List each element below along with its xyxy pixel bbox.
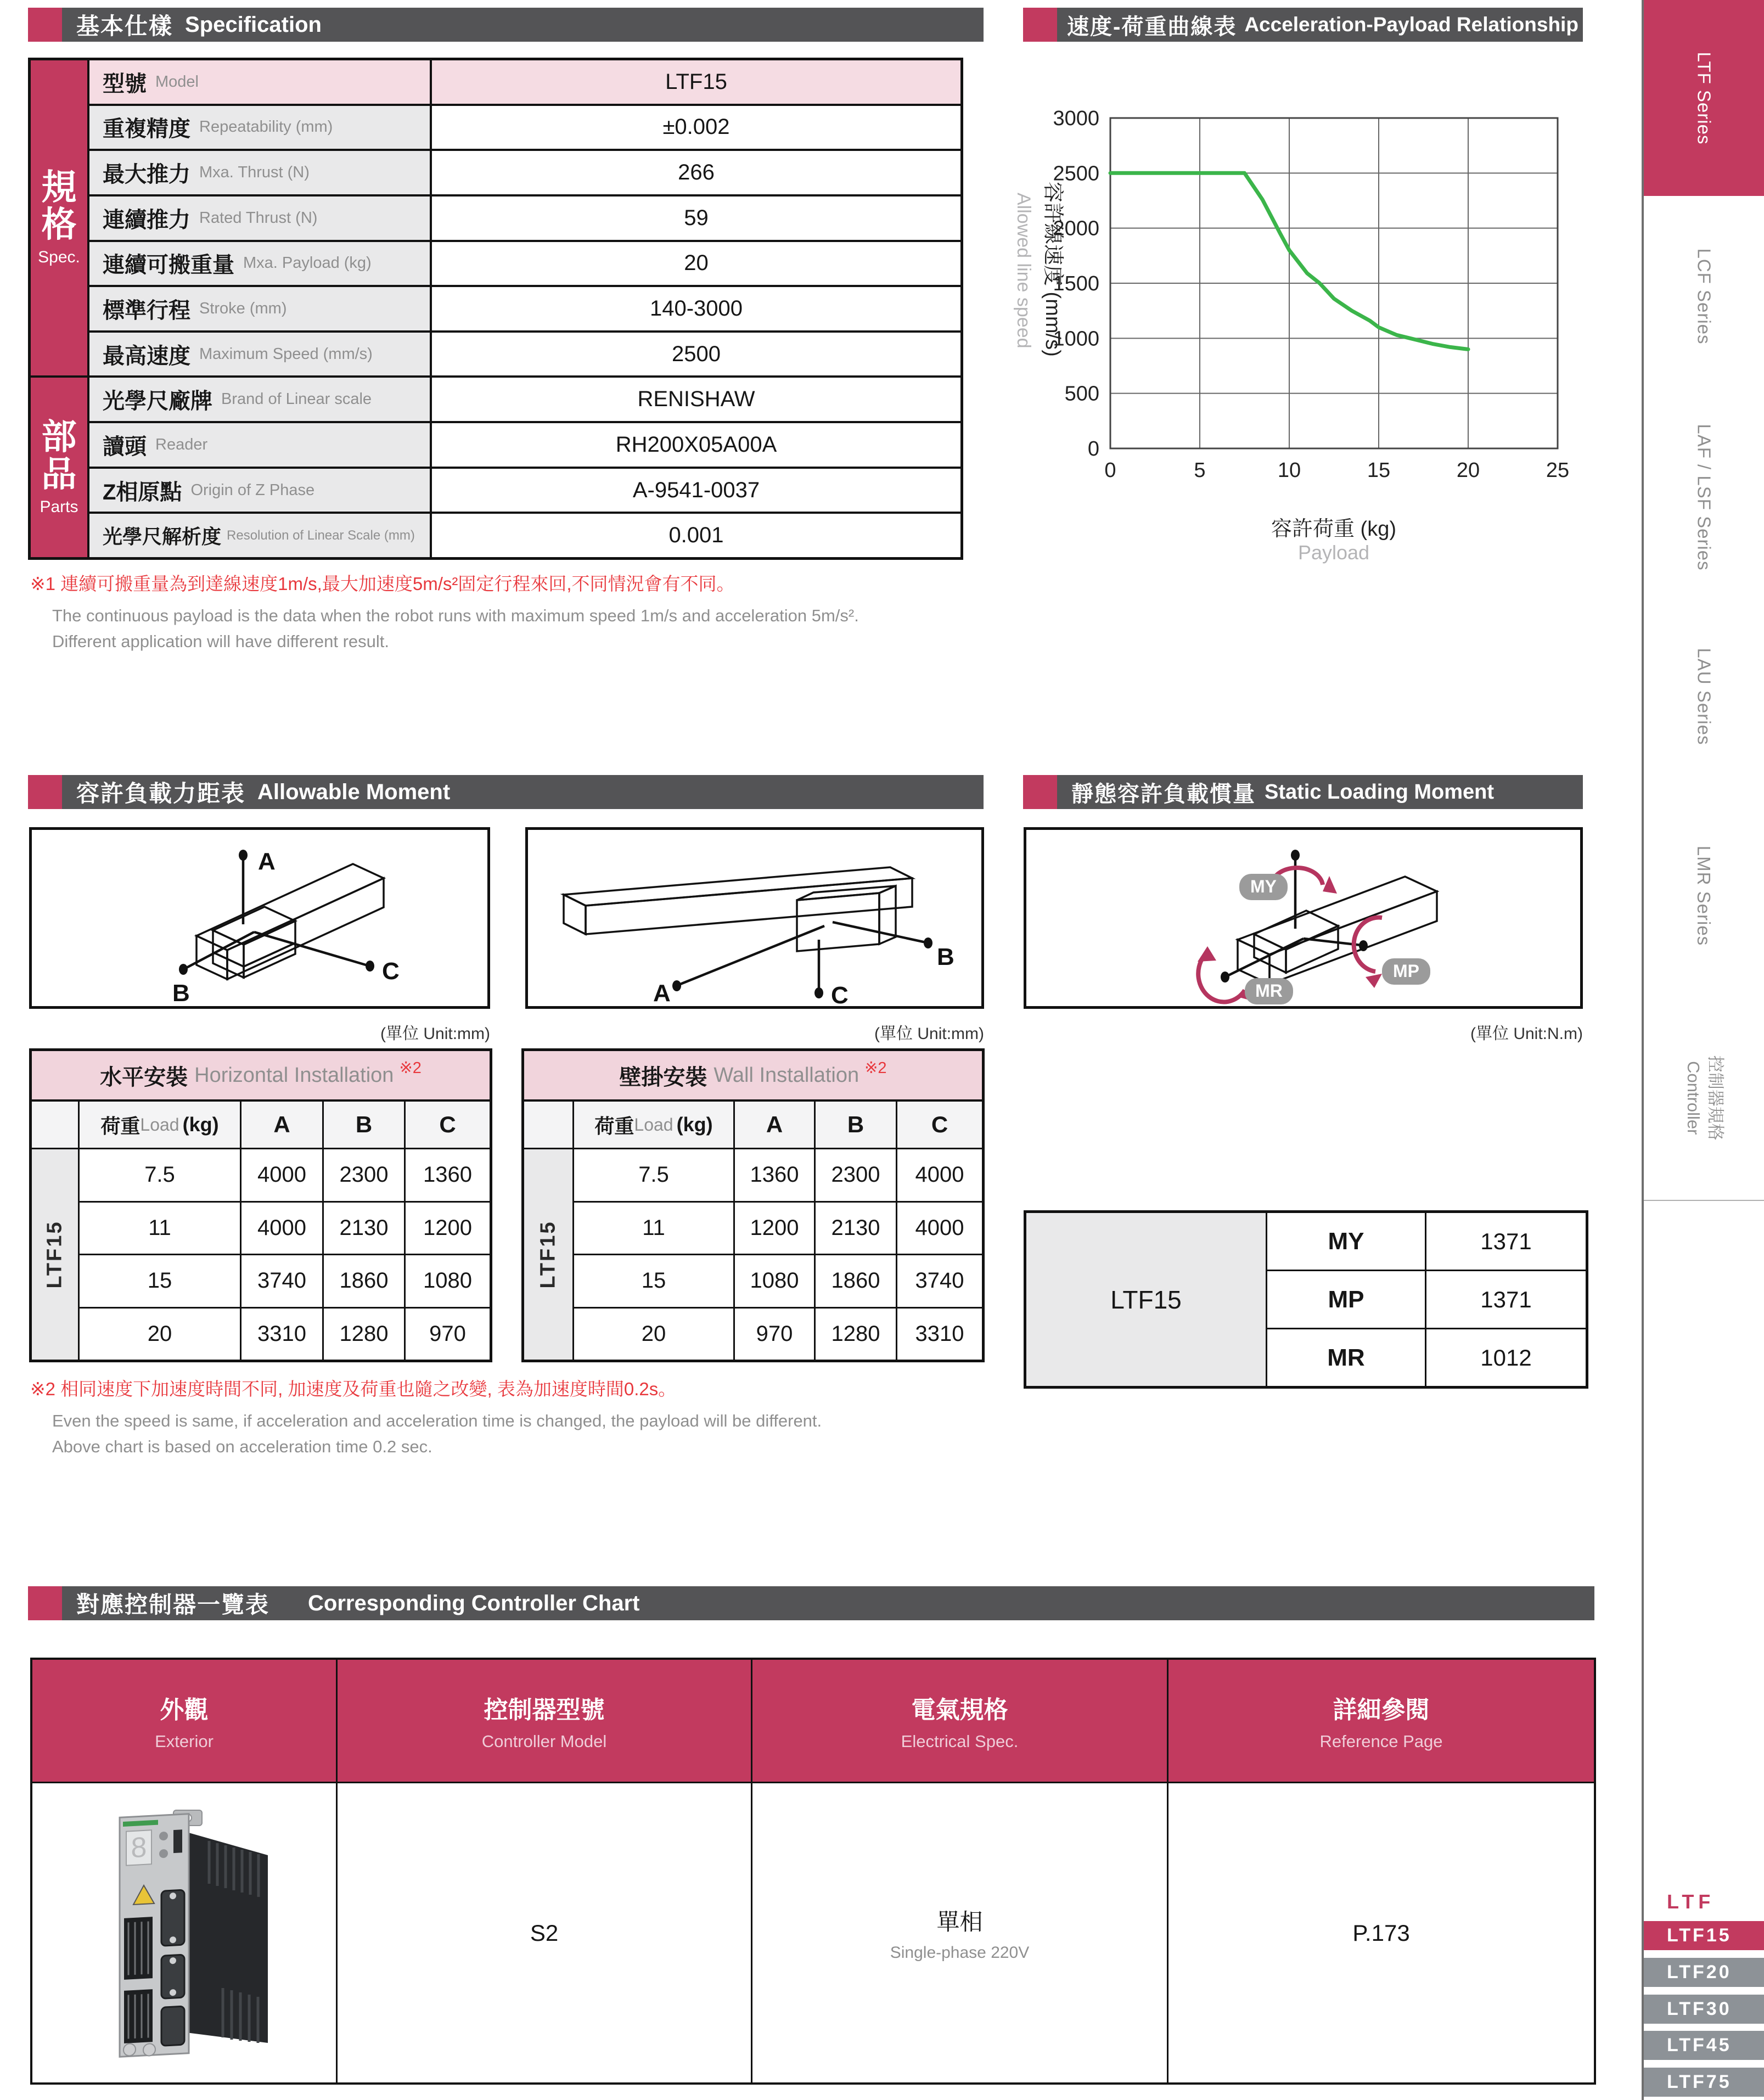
corner-cell: [524, 1102, 572, 1148]
table-cell: 1360: [406, 1149, 490, 1201]
spec-row-value: A-9541-0037: [432, 469, 960, 512]
column-header-a: A: [241, 1102, 322, 1148]
chart-x-axis-label-cjk: 容許荷重 (kg): [1271, 518, 1396, 541]
svg-text:2500: 2500: [1053, 162, 1099, 186]
table-cell: 1280: [324, 1309, 404, 1360]
static-moment-drawing: [1026, 830, 1580, 1006]
axis-b-label: B: [172, 980, 190, 1006]
unit-label-nm: (單位 Unit:N.m): [1470, 1025, 1583, 1043]
chart-section-title: [1057, 8, 1583, 42]
spec-row-value: 20: [432, 242, 960, 285]
static-section-title: [1057, 775, 1583, 809]
load-column-header: 荷重 Load (kg): [574, 1102, 733, 1148]
table-cell: 1080: [406, 1255, 490, 1307]
servo-drive-image: [91, 1807, 278, 2059]
table-cell: 7.5: [80, 1149, 240, 1201]
table-cell: 15: [574, 1255, 733, 1307]
footnote-1-cjk: ※1 連續可搬重量為到達線速度1m/s,最大加速度5m/s²固定行程來回,不同情況會有不同。: [30, 574, 735, 594]
table-cell: 1280: [816, 1309, 896, 1360]
static-row-label: MR: [1267, 1329, 1425, 1386]
spec-row-label: 光學尺廠牌 Brand of Linear scale: [89, 378, 430, 421]
sidebar-tab-lcf-series[interactable]: LCF Series: [1644, 196, 1764, 397]
svg-text:5: 5: [1194, 459, 1206, 482]
sidebar-menu-group-ltf: LTF: [1667, 1890, 1715, 1913]
footnote-1-en-2: Different application will have different result.: [52, 631, 390, 651]
load-column-header: 荷重 Load (kg): [80, 1102, 240, 1148]
svg-text:20: 20: [1456, 459, 1480, 482]
unit-label-mm: (單位 Unit:mm): [380, 1025, 490, 1043]
table-cell: 1200: [735, 1203, 814, 1254]
svg-text:0: 0: [1087, 437, 1099, 461]
wall-table-title: 壁掛安裝 Wall Installation ※2: [524, 1051, 982, 1099]
svg-text:1500: 1500: [1053, 272, 1099, 295]
payload-chart-plot: [1010, 82, 1625, 565]
controller-header-reference: 詳細參閱 Reference Page: [1168, 1660, 1594, 1782]
chart-section-header: [1023, 8, 1583, 42]
spec-row-label: 光學尺解析度 Resolution of Linear Scale (mm): [89, 514, 430, 557]
table-cell: 2300: [816, 1149, 896, 1201]
static-row-value: 1371: [1426, 1271, 1586, 1328]
controller-photo-cell: [32, 1783, 336, 2082]
horizontal-table-title: 水平安裝 Horizontal Installation ※2: [32, 1051, 490, 1099]
footnote-2-cjk: ※2 相同速度下加速度時間不同, 加速度及荷重也隨之改變, 表為加速度時間0.2s。: [30, 1379, 677, 1399]
table-cell: 20: [574, 1309, 733, 1360]
svg-text:500: 500: [1064, 382, 1099, 406]
static-title-en: Static Loading Moment: [1265, 780, 1494, 804]
spec-title-en: Specification: [185, 12, 322, 37]
table-cell: 1360: [735, 1149, 814, 1201]
table-cell: 20: [80, 1309, 240, 1360]
table-cell: 3310: [241, 1309, 322, 1360]
controller-header-model: 控制器型號 Controller Model: [338, 1660, 751, 1782]
table-cell: 1860: [324, 1255, 404, 1307]
controller-header-electrical: 電氣規格 Electrical Spec.: [752, 1660, 1167, 1782]
mr-badge: MR: [1255, 981, 1283, 1001]
table-cell: 11: [80, 1203, 240, 1254]
table-cell: 3740: [897, 1255, 982, 1307]
spec-group-parts: [31, 378, 87, 557]
static-title-cjk: 靜態容許負載慣量: [1071, 782, 1256, 806]
table-cell: 4000: [241, 1149, 322, 1201]
spec-row-label: 最高速度 Maximum Speed (mm/s): [89, 333, 430, 376]
column-header-a: A: [735, 1102, 814, 1148]
note-2-reference: ※2: [864, 1059, 887, 1077]
spec-group-spec-cjk: 規格: [41, 167, 77, 245]
spec-row-value: 2500: [432, 333, 960, 376]
footnote-1-en-1: The continuous payload is the data when the robot runs with maximum speed 1m/s and acceleration 5m/s².: [52, 606, 859, 625]
table-cell: 4000: [241, 1203, 322, 1254]
table-cell: 7.5: [574, 1149, 733, 1201]
accent-square: [28, 775, 62, 809]
moment-section-title: [62, 775, 984, 809]
table-cell: 2130: [324, 1203, 404, 1254]
moment-section-header: [28, 775, 984, 809]
controller-title-en: Corresponding Controller Chart: [308, 1591, 640, 1615]
table-cell: 970: [735, 1309, 814, 1360]
chart-title-cjk: 速度-荷重曲線表: [1067, 14, 1237, 39]
corner-cell: [32, 1102, 78, 1148]
sidebar-tab-controller[interactable]: 控制器規格 Controller: [1644, 996, 1764, 1201]
footnote-2-en-2: Above chart is based on acceleration time 0.2 sec.: [52, 1436, 432, 1456]
sidebar-tab-laf-lsf-series[interactable]: LAF / LSF Series: [1644, 396, 1764, 599]
column-header-c: C: [897, 1102, 982, 1148]
spec-title-cjk: 基本仕樣: [76, 13, 173, 39]
svg-text:1000: 1000: [1053, 327, 1099, 351]
axis-a-label: A: [653, 980, 671, 1006]
moment-title-cjk: 容許負載力距表: [76, 781, 246, 806]
controller-table: [30, 1658, 1596, 2085]
table-cell: 11: [574, 1203, 733, 1254]
spec-row-label: 型號 Model: [89, 60, 430, 104]
controller-section-title: [62, 1586, 1594, 1620]
wall-axes-drawing: [528, 830, 981, 1006]
axis-a-label: A: [258, 848, 276, 875]
table-cell: 2130: [816, 1203, 896, 1254]
axis-b-label: B: [937, 944, 954, 970]
accent-square: [1023, 8, 1057, 42]
table-cell: 4000: [897, 1203, 982, 1254]
table-cell: 4000: [897, 1149, 982, 1201]
table-cell: 970: [406, 1309, 490, 1360]
spec-row-label: 標準行程 Stroke (mm): [89, 287, 430, 330]
table-cell: 15: [80, 1255, 240, 1307]
spec-group-parts-cjk: 部品: [41, 417, 77, 494]
controller-model-cell: S2: [338, 1783, 751, 2082]
spec-row-value: RENISHAW: [432, 378, 960, 421]
spec-row-value: 266: [432, 151, 960, 194]
chart-y-axis-label-en: Allowed line speed: [1013, 193, 1034, 349]
table-cell: 2300: [324, 1149, 404, 1201]
sidebar-menu-item-ltf15[interactable]: LTF15: [1644, 1921, 1764, 1950]
table-cell: 1200: [406, 1203, 490, 1254]
spec-group-spec-en: Spec.: [38, 248, 80, 267]
wall-installation-table: [521, 1048, 985, 1362]
sidebar-tab-ltf-series[interactable]: LTF Series: [1644, 0, 1764, 197]
model-band: LTF15: [32, 1149, 78, 1360]
table-cell: 3310: [897, 1309, 982, 1360]
controller-section-header: [28, 1586, 1594, 1620]
controller-reference-cell: P.173: [1168, 1783, 1594, 2082]
accent-square: [1023, 775, 1057, 809]
model-band: LTF15: [524, 1149, 572, 1360]
footnote-1: [30, 570, 1073, 654]
sidebar-menu-item-ltf30[interactable]: LTF30: [1644, 1995, 1764, 2024]
moment-title-en: Allowable Moment: [257, 779, 451, 804]
svg-text:25: 25: [1546, 459, 1570, 482]
controller-title-cjk: 對應控制器一覽表: [76, 1592, 270, 1618]
spec-row-label: 連續推力 Rated Thrust (N): [89, 196, 430, 240]
spec-row-label: 重複精度 Repeatability (mm): [89, 106, 430, 149]
static-model-cell: LTF15: [1026, 1213, 1266, 1386]
svg-text:2000: 2000: [1053, 217, 1099, 240]
static-row-label: MY: [1267, 1213, 1425, 1270]
svg-text:8: 8: [131, 1831, 147, 1864]
static-loading-table: [1024, 1210, 1588, 1389]
spec-row-value: ±0.002: [432, 106, 960, 149]
spec-row-label: Z相原點 Origin of Z Phase: [89, 469, 430, 512]
horizontal-axes-drawing: [32, 830, 487, 1006]
wall-installation-diagram: [525, 827, 984, 1009]
spec-row-value: LTF15: [432, 60, 960, 104]
spec-row-value: 140-3000: [432, 287, 960, 330]
svg-text:3000: 3000: [1053, 107, 1099, 130]
spec-row-value: RH200X05A00A: [432, 423, 960, 467]
payload-chart: [1010, 82, 1625, 565]
chart-x-axis-label-en: Payload: [1297, 541, 1370, 564]
sidebar-menu-item-ltf45[interactable]: LTF45: [1644, 2031, 1764, 2060]
spec-section-header: [28, 8, 984, 42]
column-header-b: B: [816, 1102, 896, 1148]
table-cell: 3740: [241, 1255, 322, 1307]
column-header-b: B: [324, 1102, 404, 1148]
spec-row-label: 讀頭 Reader: [89, 423, 430, 467]
svg-text:0: 0: [1104, 459, 1116, 482]
sidebar-tab-lau-series[interactable]: LAU Series: [1644, 598, 1764, 796]
table-cell: 1080: [735, 1255, 814, 1307]
axis-c-label: C: [831, 982, 849, 1006]
spec-group-spec: [31, 60, 87, 375]
spec-row-label: 最大推力 Mxa. Thrust (N): [89, 151, 430, 194]
table-cell: 1860: [816, 1255, 896, 1307]
spec-group-parts-en: Parts: [40, 497, 78, 516]
static-section-header: [1023, 775, 1583, 809]
static-row-value: 1012: [1426, 1329, 1586, 1386]
horizontal-installation-table: [29, 1048, 492, 1362]
sidebar-menu-item-ltf75[interactable]: LTF75: [1644, 2068, 1764, 2097]
unit-label-mm: (單位 Unit:mm): [874, 1025, 984, 1043]
static-row-value: 1371: [1426, 1213, 1586, 1270]
footnote-2: [30, 1375, 1073, 1459]
sidebar-tab-lmr-series[interactable]: LMR Series: [1644, 795, 1764, 997]
svg-text:15: 15: [1367, 459, 1391, 482]
spec-table: [28, 58, 963, 560]
sidebar-menu-item-ltf20[interactable]: LTF20: [1644, 1958, 1764, 1987]
my-badge: MY: [1250, 877, 1277, 896]
spec-row-label: 連續可搬重量 Mxa. Payload (kg): [89, 242, 430, 285]
accent-square: [28, 8, 62, 42]
note-2-reference: ※2: [399, 1059, 422, 1077]
mp-badge: MP: [1393, 961, 1419, 981]
horizontal-installation-diagram: [29, 827, 490, 1009]
chart-y-axis-label-cjk: 容許線速度 (mm/s): [1041, 182, 1064, 357]
spec-row-value: 59: [432, 196, 960, 240]
static-loading-diagram: [1024, 827, 1583, 1009]
static-row-label: MP: [1267, 1271, 1425, 1328]
footnote-2-en-1: Even the speed is same, if acceleration and acceleration time is changed, the payload will be different.: [52, 1411, 822, 1430]
spec-section-title: [62, 8, 984, 42]
svg-text:10: 10: [1277, 459, 1301, 482]
controller-header-exterior: 外觀 Exterior: [32, 1660, 336, 1782]
spec-row-value: 0.001: [432, 514, 960, 557]
column-header-c: C: [406, 1102, 490, 1148]
chart-title-en: Acceleration-Payload Relationship: [1244, 13, 1578, 36]
accent-square: [28, 1586, 62, 1620]
controller-electrical-cell: 單相 Single-phase 220V: [752, 1783, 1167, 2082]
axis-c-label: C: [382, 958, 400, 985]
